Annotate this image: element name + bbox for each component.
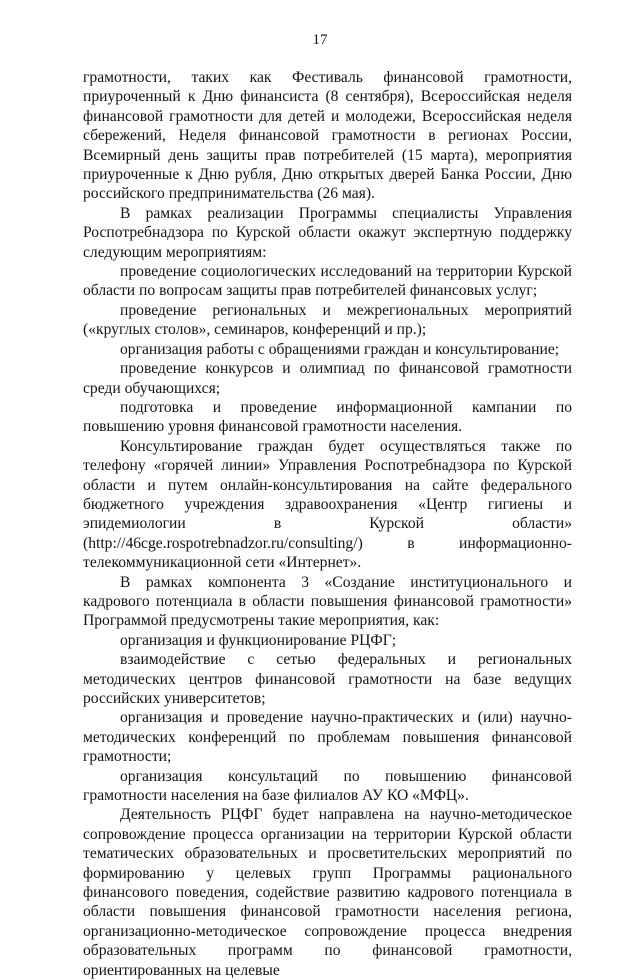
paragraph: Деятельность РЦФГ будет направлена на научно-методическое сопровождение процесса организации на территории Курской области тематических образовательных и просветительских мероприятий по формированию у целевых групп Программы рационального финансового поведения, содействие развитию кадрового потенциала в области повышения финансовой грамотности населения региона, организационно-методическое сопровождение процесса внедрения образовательных программ по финансовой грамотности, ориентированных на целевые — [83, 806, 572, 979]
list-item: проведение конкурсов и олимпиад по финансовой грамотности среди обучающихся; — [83, 360, 572, 397]
list-item: организация и проведение научно-практических и (или) научно-методических конференций по проблемам повышения финансовой грамотности; — [83, 709, 572, 766]
list-item: организация работы с обращениями граждан и консультирование; — [120, 340, 560, 358]
list-item: проведение региональных и межрегиональных мероприятий («круглых столов», семинаров, конференций и пр.); — [83, 301, 572, 339]
document-body — [83, 68, 572, 980]
paragraph: грамотности, таких как Фестиваль финансовой грамотности, приуроченный к Дню финансиста (8 сентября), Всероссийская неделя финансовой грамотности для детей и молодежи, Всероссийская неделя сбережений, Неделя финансовой грамотности в регионах России, Всемирный день защиты прав потребителей (15 марта), мероприятия приуроченные к Дню рубля, Дню открытых дверей Банка России, Дню российского предпринимательства (26 мая). — [83, 69, 572, 203]
paragraph: В рамках реализации Программы специалисты Управления Роспотребнадзора по Курской области окажут экспертную поддержку следующим мероприятиям: — [83, 204, 572, 261]
paragraph: Консультирование граждан будет осуществляться также по телефону «горячей линии» Управления Роспотребнадзора по Курской области и путем онлайн-консультирования на сайте федерального бюджетного учреждения здравоохранения «Центр гигиены и эпидемиологии в Курской области» (http://46cge.rospotrebnadzor.ru/consulting/) в информационно-телекоммуникационной сети «Интернет». — [83, 437, 572, 572]
list-item: проведение социологических исследований на территории Курской области по вопросам защиты прав потребителей финансовых услуг; — [83, 263, 572, 300]
paragraph: В рамках компонента 3 «Создание институционального и кадрового потенциала в области повышения финансовой грамотности» Программой предусмотрены такие мероприятия, как: — [83, 573, 572, 630]
list-item: взаимодействие с сетью федеральных и региональных методических центров финансовой грамотности на базе ведущих российских университетов; — [83, 651, 572, 707]
list-item: организация консультаций по повышению финансовой грамотности населения на базе филиалов АУ КО «МФЦ». — [83, 767, 572, 805]
list-item: подготовка и проведение информационной кампании по повышению уровня финансовой грамотности населения. — [83, 398, 572, 436]
page-number: 17 — [312, 32, 328, 48]
list-item: организация и функционирование РЦФГ; — [120, 631, 397, 649]
